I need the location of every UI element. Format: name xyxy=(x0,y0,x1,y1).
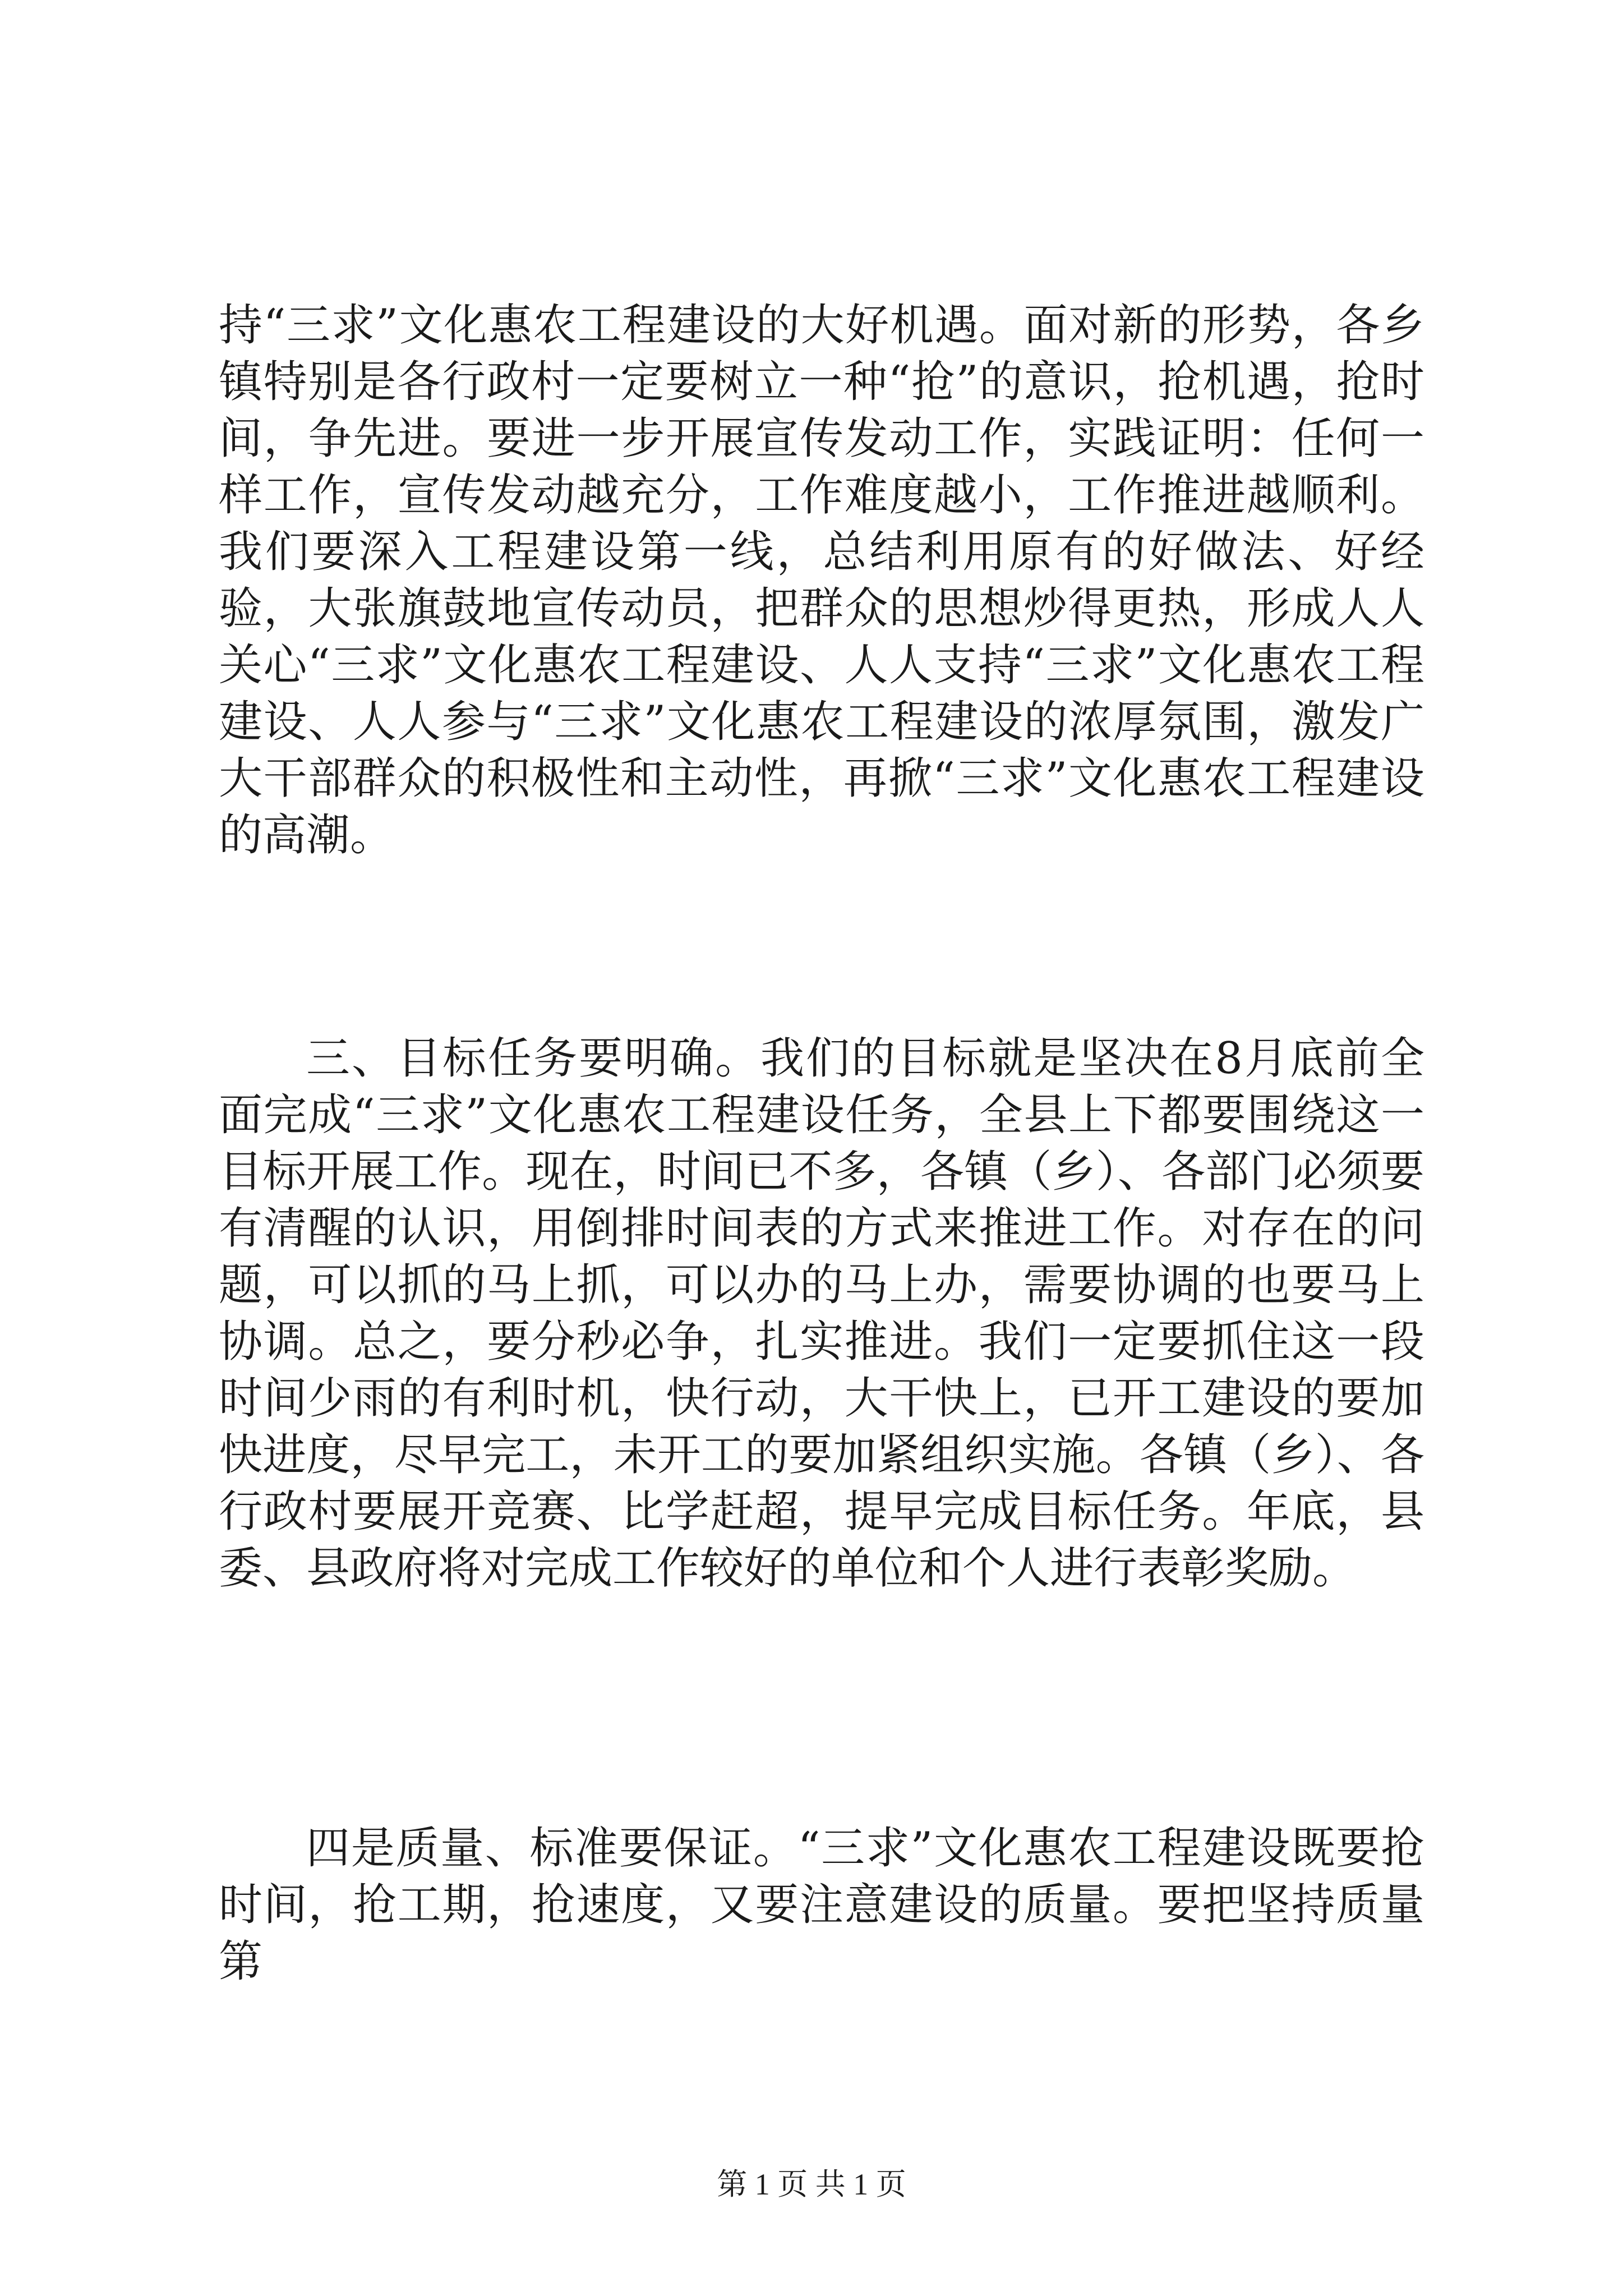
paragraph-quality: 四是质量、标准要保证。“三求”文化惠农工程建设既要抢时间，抢工期，抢速度，又要注意建设的质量。要把坚持质量第 xyxy=(219,1823,1424,1987)
page-footer: 第 1 页 共 1 页 xyxy=(717,2168,906,2201)
paragraph-goals: 三、目标任务要明确。我们的目标就是坚决在8月底前全面完成“三求”文化惠农工程建设任务，全县上下都要围绕这一目标开展工作。现在，时间已不多，各镇（乡）、各部门必须要有清醒的认识，用倒排时间表的方式来推进工作。对存在的问题，可以抓的马上抓，可以办的马上办，需要协调的也要马上协调。总之，要分秒必争，扎实推进。我们一定要抓住这一段时间少雨的有利时机，快行动，大干快上，已开工建设的要加快进度，尽早完工，未开工的要加紧组织实施。各镇（乡）、各行政村要展开竞赛、比学赶超，提早完成目标任务。年底，县委、县政府将对完成工作较好的单位和个人进行表彰奖励。 xyxy=(219,1033,1424,1594)
paragraph-continuation: 持“三求”文化惠农工程建设的大好机遇。面对新的形势，各乡镇特别是各行政村一定要树立一种“抢”的意识，抢机遇，抢时间，争先进。要进一步开展宣传发动工作，实践证明：任何一样工作，宣传发动越充分，工作难度越小，工作推进越顺利。我们要深入工程建设第一线，总结利用原有的好做法、好经验，大张旗鼓地宣传动员，把群众的思想炒得更热，形成人人关心“三求”文化惠农工程建设、人人支持“三求”文化惠农工程建设、人人参与“三求”文化惠农工程建设的浓厚氛围，激发广大干部群众的积极性和主动性，再掀“三求”文化惠农工程建设的高潮。 xyxy=(219,300,1424,861)
